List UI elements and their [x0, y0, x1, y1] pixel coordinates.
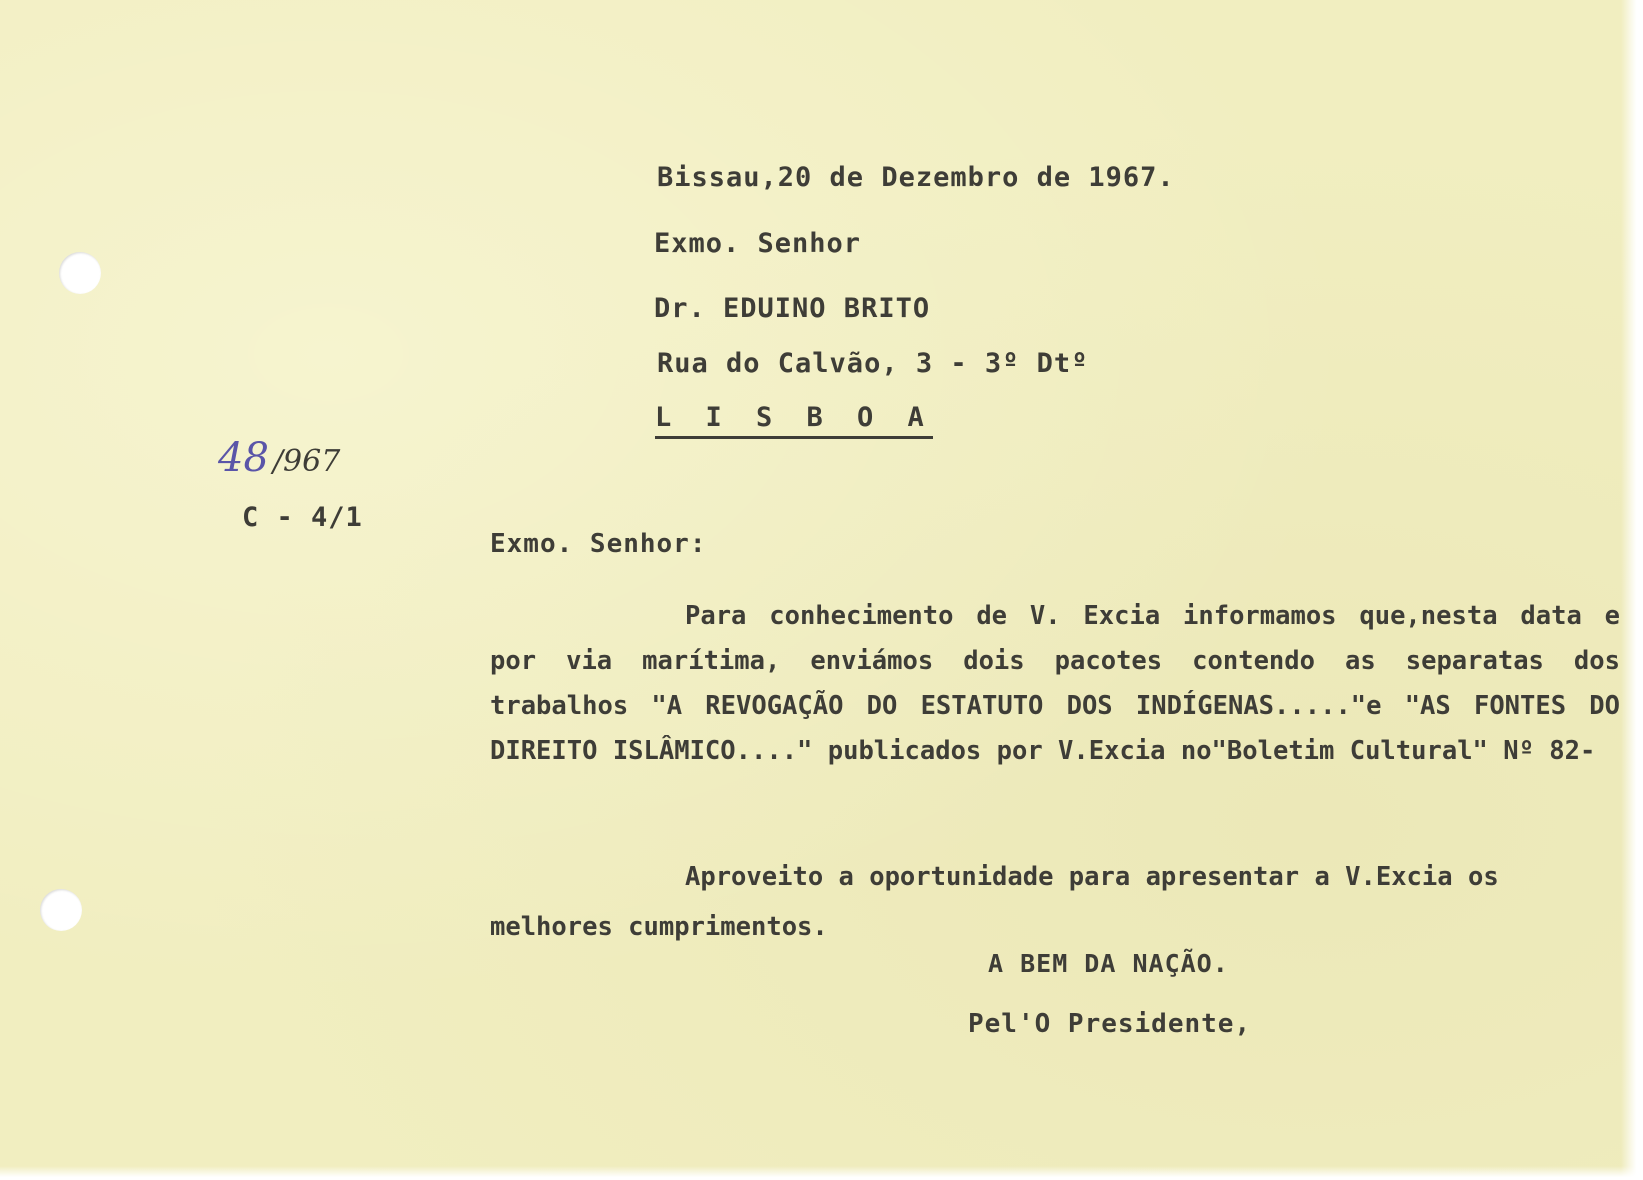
- address-salutation: Exmo. Senhor: [654, 228, 862, 259]
- recipient-city: L I S B O A: [655, 402, 933, 439]
- reference-code: C - 4/1: [242, 502, 363, 533]
- reference-year: /967: [272, 444, 341, 479]
- paragraph-2-text: Aproveito a oportunidade para apresentar a V.Excia os melhores cumprimentos.: [490, 862, 1499, 942]
- punch-hole-top: [59, 252, 101, 294]
- body-paragraph-1: [490, 594, 1620, 774]
- body-paragraph-2: [490, 852, 1620, 952]
- paper-edge-right: [1621, 0, 1643, 1180]
- recipient-name: Dr. EDUINO BRITO: [654, 293, 931, 324]
- handwritten-reference: 48: [218, 435, 269, 481]
- reference-number: [218, 435, 341, 486]
- date-line: Bissau,20 de Dezembro de 1967.: [657, 162, 1175, 193]
- punch-hole-bottom: [40, 889, 82, 931]
- recipient-street: Rua do Calvão, 3 - 3º Dtº: [657, 348, 1089, 379]
- salutation: Exmo. Senhor:: [490, 529, 707, 559]
- paragraph-1-text: Para conhecimento de V. Excia informamos que,nesta data e por via marítima, enviámos dois pacotes contendo as separatas dos trabalhos "A REVOGAÇÃO DO ESTATUTO DOS INDÍGENAS....."e "AS FONTES DO DIREITO ISLÂMICO...." publicados por V.Excia no"Boletim Cultural" Nº 82-: [490, 601, 1620, 766]
- signature-line: Pel'O Presidente,: [968, 1009, 1252, 1039]
- closing-motto: A BEM DA NAÇÃO.: [988, 949, 1229, 978]
- paper-edge-bottom: [0, 1166, 1643, 1180]
